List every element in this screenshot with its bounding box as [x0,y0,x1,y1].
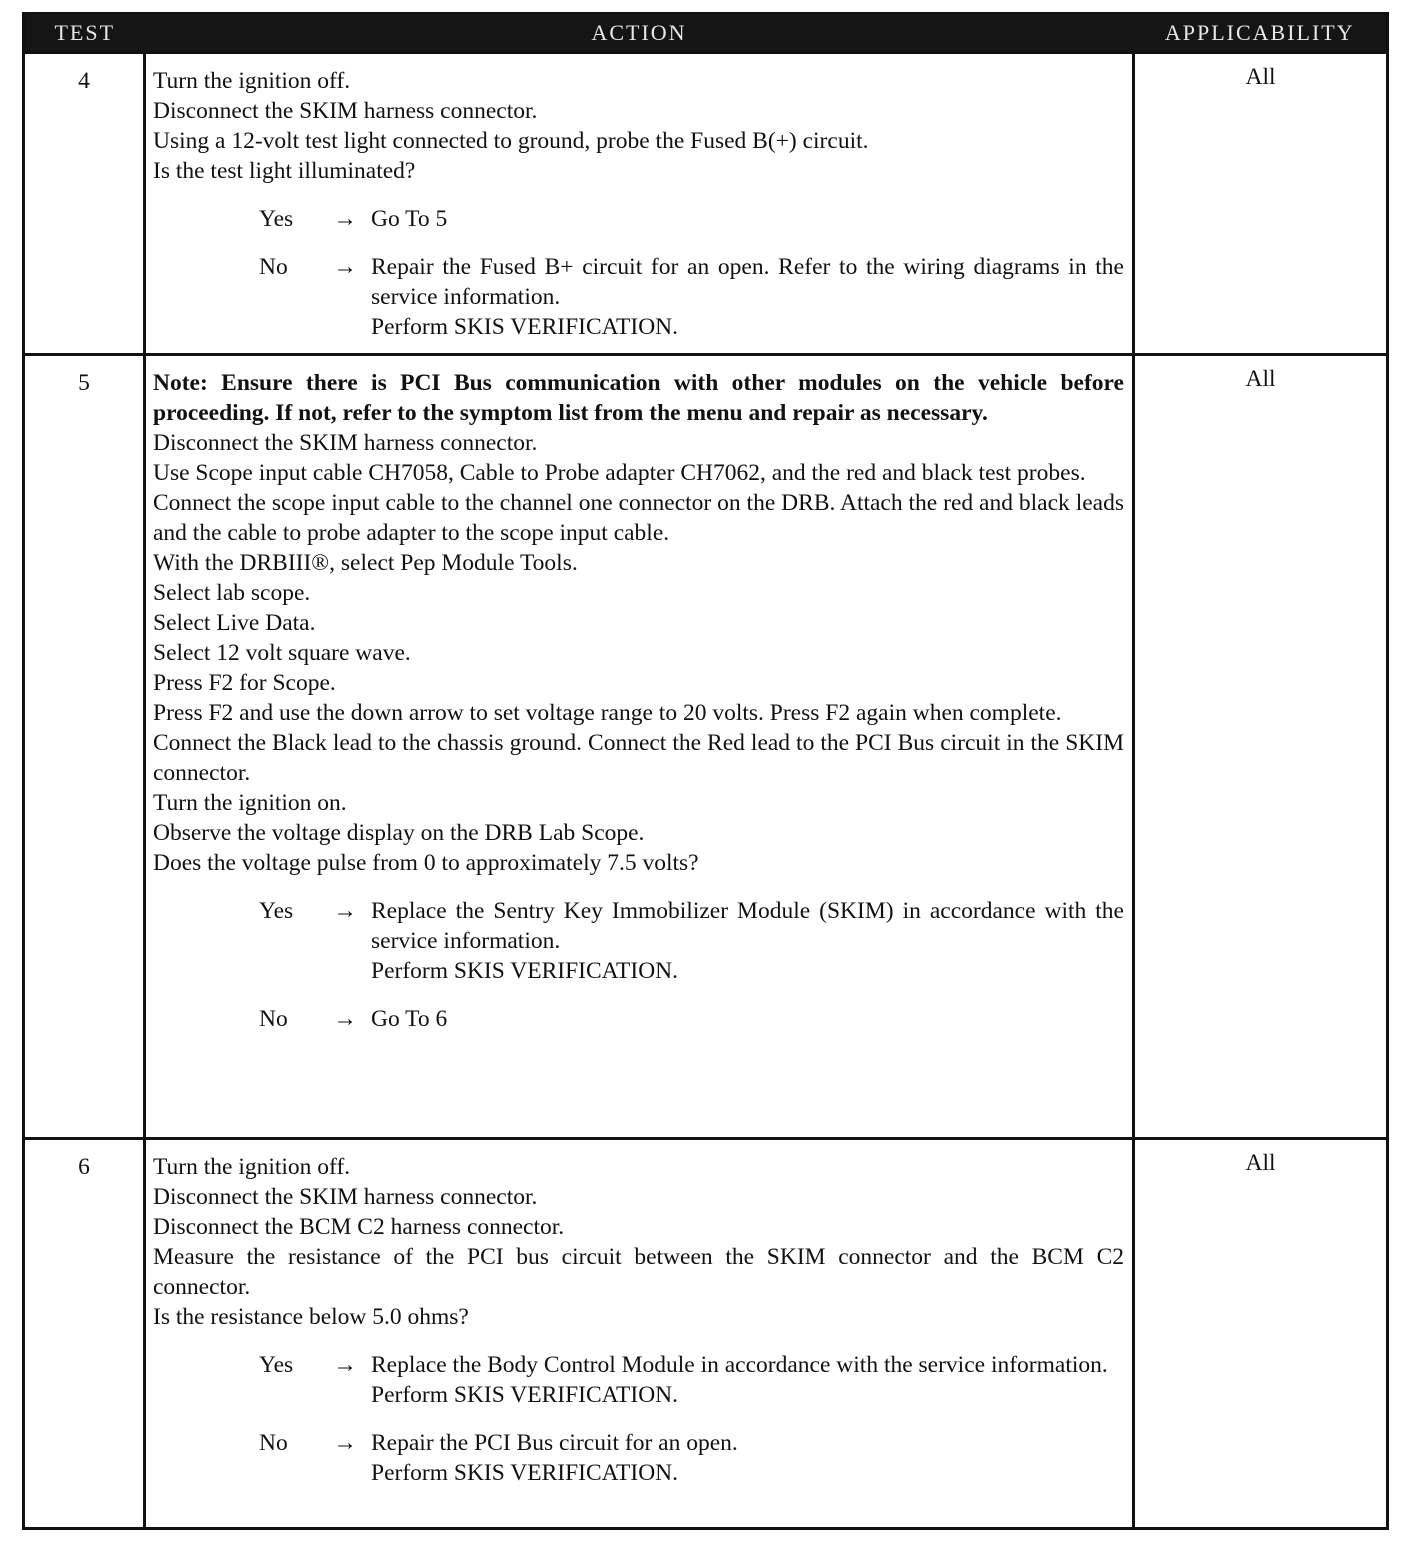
diagnostic-page [22,12,1386,1530]
action-step: Select Live Data. [153,610,316,636]
answer-label: No [259,1430,288,1456]
action-step: Using a 12-volt test light connected to ground, probe the Fused B(+) circuit. [153,128,869,154]
header-action: ACTION [145,14,1134,53]
action-step: Disconnect the SKIM harness connector. [153,430,538,456]
table-row-test-5 [24,355,1388,1139]
outcome-no [259,1004,1124,1034]
table-row-test-4 [24,53,1388,355]
action-step: Select lab scope. [153,580,311,606]
outcome-result: Repair the PCI Bus circuit for an open. Perform SKIS VERIFICATION. [371,1430,738,1486]
action-step: Press F2 and use the down arrow to set voltage range to 20 volts. Press F2 again when complete. [153,700,1062,726]
right-arrow-icon: → [333,1430,357,1456]
action-cell [145,1139,1134,1529]
outcome-result: Replace the Body Control Module in accordance with the service information. Perform SKIS VERIFICATION. [371,1352,1108,1408]
outcome-result: Go To 5 [371,206,448,232]
outcome-result: Repair the Fused B+ circuit for an open. Refer to the wiring diagrams in the service information. Perform SKIS VERIFICATION. [371,254,1124,340]
outcome-yes [259,896,1124,986]
action-step: Turn the ignition off. [153,1154,351,1180]
action-step: Select 12 volt square wave. [153,640,411,666]
right-arrow-icon: → [333,206,357,232]
applicability-cell: All [1134,53,1388,355]
action-step: Press F2 for Scope. [153,670,336,696]
outcome-no [259,252,1124,342]
right-arrow-icon: → [333,1352,357,1378]
applicability-cell: All [1134,1139,1388,1529]
table-row-test-6 [24,1139,1388,1529]
action-step: Use Scope input cable CH7058, Cable to Probe adapter CH7062, and the red and black test probes. [153,460,1086,486]
diagnostic-test-table [22,12,1389,1530]
action-cell [145,355,1134,1139]
outcome-result: Replace the Sentry Key Immobilizer Module (SKIM) in accordance with the service information. Perform SKIS VERIFICATION. [371,898,1124,984]
action-step: Is the test light illuminated? [153,158,416,184]
right-arrow-icon: → [333,254,357,280]
action-step: Disconnect the SKIM harness connector. [153,1184,538,1210]
outcome-no [259,1428,1124,1488]
action-step: Measure the resistance of the PCI bus circuit between the SKIM connector and the BCM C2 connector. [153,1244,1124,1300]
test-number: 4 [24,53,145,355]
outcome-yes [259,204,1124,234]
action-step: Turn the ignition on. [153,790,347,816]
answer-label: Yes [259,898,294,924]
table-header [24,14,1388,53]
action-step: Disconnect the SKIM harness connector. [153,98,538,124]
right-arrow-icon: → [333,1006,357,1032]
header-test: TEST [24,14,145,53]
action-cell [145,53,1134,355]
action-step: Observe the voltage display on the DRB Lab Scope. [153,820,645,846]
action-step: Is the resistance below 5.0 ohms? [153,1304,469,1330]
action-step: Connect the Black lead to the chassis ground. Connect the Red lead to the PCI Bus circuit in the SKIM connector. [153,730,1124,786]
action-step: Turn the ignition off. [153,68,351,94]
outcome-yes [259,1350,1124,1410]
action-step: Connect the scope input cable to the channel one connector on the DRB. Attach the red and black leads and the cable to probe adapter to the scope input cable. [153,490,1124,546]
action-step: Does the voltage pulse from 0 to approximately 7.5 volts? [153,850,699,876]
right-arrow-icon: → [333,898,357,924]
answer-label: Yes [259,206,294,232]
action-step: With the DRBIII®, select Pep Module Tools. [153,550,578,576]
outcome-result: Go To 6 [371,1006,448,1032]
note-text: Note: Ensure there is PCI Bus communication with other modules on the vehicle before proceeding. If not, refer to the symptom list from the menu and repair as necessary. [153,370,1124,426]
action-step: Disconnect the BCM C2 harness connector. [153,1214,565,1240]
answer-label: No [259,1006,288,1032]
test-number: 6 [24,1139,145,1529]
answer-label: Yes [259,1352,294,1378]
test-number: 5 [24,355,145,1139]
header-applicability: APPLICABILITY [1134,14,1388,53]
answer-label: No [259,254,288,280]
applicability-cell: All [1134,355,1388,1139]
